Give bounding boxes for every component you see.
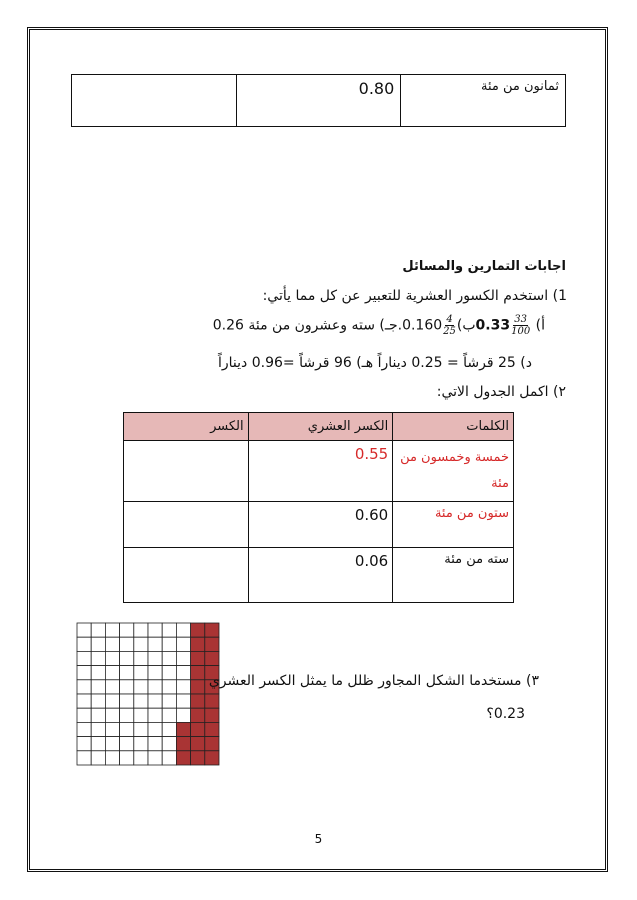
grid-cell — [134, 722, 148, 736]
header-words: الكلمات — [393, 413, 514, 441]
page-number: 5 — [314, 832, 323, 846]
grid-cell — [77, 666, 91, 680]
row2-decimal: 0.60 — [248, 502, 393, 548]
grid-cell — [162, 651, 176, 665]
grid-cell — [77, 680, 91, 694]
grid-cell — [134, 680, 148, 694]
row1-fraction — [124, 441, 249, 502]
grid-cell-shaded — [205, 623, 219, 637]
table-row — [124, 441, 514, 502]
q1-c-label: جـ) — [379, 317, 398, 334]
grid-cell — [120, 637, 134, 651]
grid-cell — [176, 651, 190, 665]
grid-cell-shaded — [205, 651, 219, 665]
grid-cell — [120, 680, 134, 694]
grid-cell — [77, 637, 91, 651]
grid-cell — [120, 751, 134, 765]
q1-text: 1) استخدم الكسور العشرية للتعبير عن كل مما يأتي: — [262, 288, 567, 304]
grid-cell — [120, 623, 134, 637]
grid-cell — [77, 751, 91, 765]
q1-a-label: أ) — [535, 317, 545, 334]
grid-cell — [134, 694, 148, 708]
grid-cell — [134, 751, 148, 765]
grid-cell — [162, 694, 176, 708]
grid-cell — [162, 708, 176, 722]
q2-text: ٢) اكمل الجدول الاتي: — [436, 384, 566, 400]
grid-cell — [148, 722, 162, 736]
q1-line2: د) 25 قرشاً = 0.25 ديناراً هـ) 96 قرشاً =0.96 ديناراً — [217, 355, 532, 371]
grid-cell — [91, 651, 105, 665]
grid-cell-shaded — [176, 737, 190, 751]
grid-cell — [162, 666, 176, 680]
q1-b-label: ب) — [456, 317, 476, 334]
row2-words: ستون من مئة — [393, 502, 514, 548]
grid-cell — [148, 680, 162, 694]
grid-cell — [105, 751, 119, 765]
row1-words: خمسة وخمسون من مئة — [393, 441, 514, 502]
grid-cell — [162, 637, 176, 651]
grid-cell-shaded — [191, 737, 205, 751]
grid-cell — [120, 666, 134, 680]
grid-cell-shaded — [205, 637, 219, 651]
grid-cell — [120, 708, 134, 722]
grid-cell-shaded — [205, 694, 219, 708]
top-table — [71, 74, 566, 127]
grid-cell — [134, 623, 148, 637]
grid-cell — [91, 708, 105, 722]
grid-cell — [120, 722, 134, 736]
table-row — [124, 502, 514, 548]
grid-cell — [91, 751, 105, 765]
grid-cell-shaded — [191, 637, 205, 651]
grid-cell — [162, 623, 176, 637]
grid-cell — [134, 651, 148, 665]
grid-cell-shaded — [191, 694, 205, 708]
grid-cell — [105, 680, 119, 694]
grid-cell — [91, 637, 105, 651]
row2-fraction — [124, 502, 249, 548]
grid-cell — [120, 737, 134, 751]
grid-cell — [120, 651, 134, 665]
row1-decimal: 0.55 — [248, 441, 393, 502]
grid-cell-shaded — [191, 666, 205, 680]
grid-cell — [176, 666, 190, 680]
top-table-decimal: 0.80 — [358, 79, 395, 98]
q1-b-fraction: $\frac{4}{25}$ — [443, 314, 456, 337]
row3-decimal: 0.06 — [248, 548, 393, 603]
grid-cell — [148, 666, 162, 680]
grid-cell — [91, 722, 105, 736]
grid-cell-shaded — [176, 751, 190, 765]
grid-cell — [162, 737, 176, 751]
decimal-table-header — [124, 413, 514, 441]
grid-cell — [105, 722, 119, 736]
grid-cell — [91, 680, 105, 694]
grid-cell — [176, 694, 190, 708]
top-table-words: ثمانون من مئة — [481, 79, 559, 94]
grid-cell — [134, 708, 148, 722]
grid-cell — [91, 666, 105, 680]
grid-cell-shaded — [191, 623, 205, 637]
grid-cell-shaded — [191, 722, 205, 736]
grid-cell — [105, 637, 119, 651]
grid-cell — [77, 708, 91, 722]
grid-cell — [148, 637, 162, 651]
grid-cell — [105, 694, 119, 708]
grid-cell — [105, 737, 119, 751]
grid-cell-shaded — [205, 708, 219, 722]
q1-line1 — [155, 314, 545, 337]
grid-cell — [77, 694, 91, 708]
grid-cell-shaded — [205, 751, 219, 765]
grid-cell — [176, 680, 190, 694]
grid-cell-shaded — [205, 737, 219, 751]
grid-cell — [77, 623, 91, 637]
grid-cell — [162, 722, 176, 736]
q1-b-value: 0.16 — [402, 317, 434, 334]
grid-cell — [176, 623, 190, 637]
grid-cell-shaded — [191, 651, 205, 665]
hundred-grid — [76, 622, 220, 766]
table-row — [124, 548, 514, 603]
top-table-fraction-cell — [72, 75, 237, 127]
grid-cell — [105, 651, 119, 665]
grid-cell — [91, 623, 105, 637]
grid-cell — [148, 751, 162, 765]
grid-cell — [105, 666, 119, 680]
grid-cell — [134, 637, 148, 651]
grid-cell — [148, 737, 162, 751]
header-fraction: الكسر — [124, 413, 249, 441]
grid-cell — [77, 722, 91, 736]
grid-cell — [77, 737, 91, 751]
grid-cell — [91, 737, 105, 751]
grid-cell-shaded — [205, 722, 219, 736]
q1-a-fraction: $\frac{33}{100}$ — [511, 314, 531, 337]
q3-line2: 0.23؟ — [486, 706, 525, 722]
grid-cell — [105, 623, 119, 637]
grid-cell-shaded — [176, 722, 190, 736]
top-table-words-cell — [401, 75, 566, 127]
grid-cell — [148, 651, 162, 665]
grid-cell-shaded — [191, 708, 205, 722]
grid-cell — [120, 694, 134, 708]
section-title: اجابات التمارين والمسائل — [402, 259, 566, 274]
grid-cell — [134, 666, 148, 680]
grid-cell — [176, 637, 190, 651]
row3-fraction — [124, 548, 249, 603]
grid-cell-shaded — [191, 751, 205, 765]
top-table-decimal-cell — [236, 75, 401, 127]
grid-cell — [162, 751, 176, 765]
grid-cell — [134, 737, 148, 751]
q1-a-value: 0.33 — [475, 317, 511, 334]
grid-cell — [176, 708, 190, 722]
q1-c-value: 0. — [397, 317, 443, 334]
decimal-table — [123, 412, 514, 603]
q3-line1: ٣) مستخدما الشكل المجاور ظلل ما يمثل الكسر العشري — [208, 673, 539, 689]
header-decimal: الكسر العشري — [248, 413, 393, 441]
grid-cell — [148, 694, 162, 708]
q1-c-text: سته وعشرون من مئة 0.26 — [212, 317, 375, 334]
grid-cell — [148, 623, 162, 637]
grid-cell — [162, 680, 176, 694]
grid-cell — [105, 708, 119, 722]
grid-cell — [91, 694, 105, 708]
grid-cell-shaded — [191, 680, 205, 694]
row3-words: سته من مئة — [393, 548, 514, 603]
grid-cell — [148, 708, 162, 722]
grid-cell — [77, 651, 91, 665]
